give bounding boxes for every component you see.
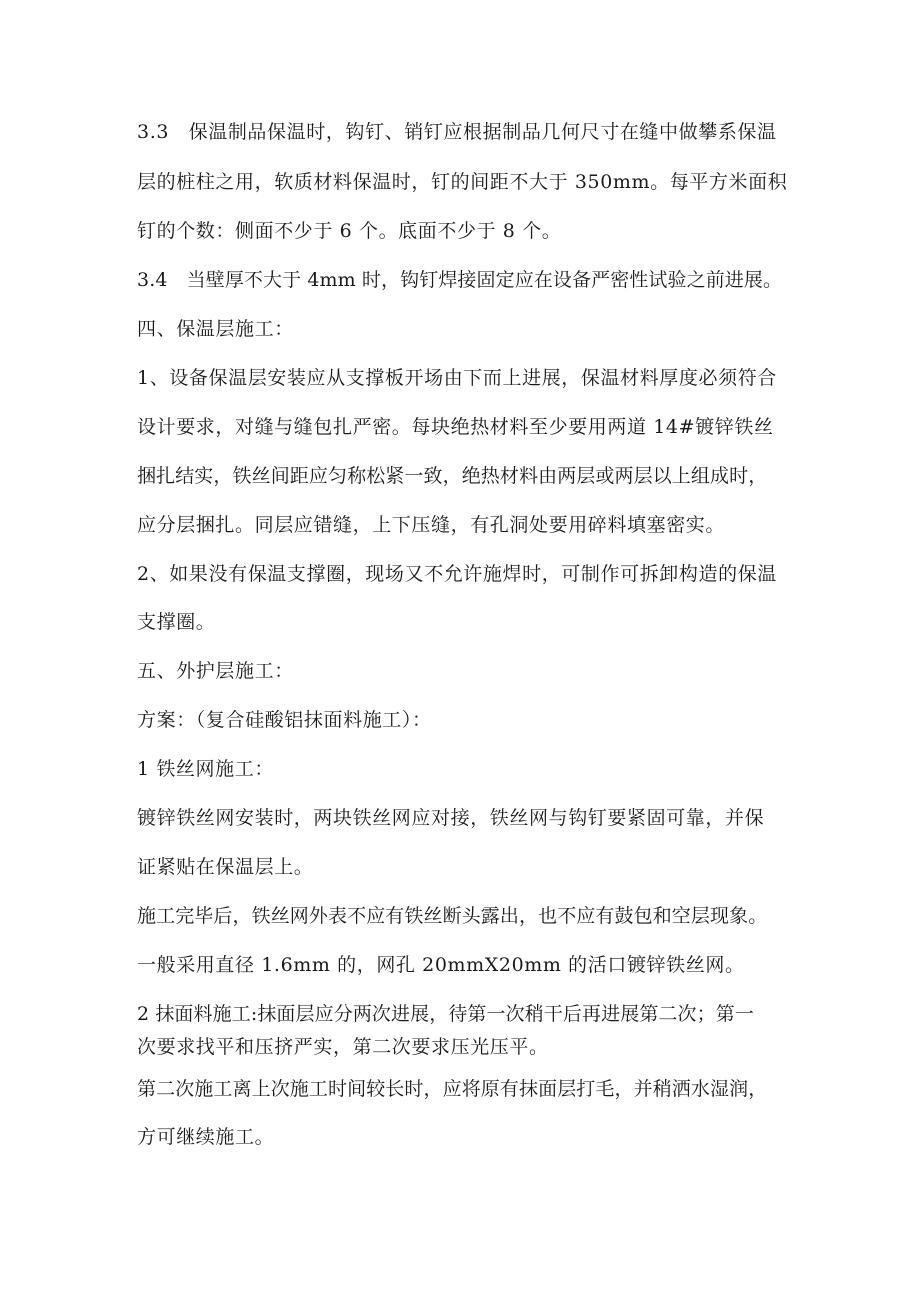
- text-line: 证紧贴在保温层上。: [137, 856, 314, 878]
- text-line: 2 抹面料施工:抹面层应分两次进展，待第一次稍干后再进展第二次；第一: [137, 1003, 754, 1025]
- text-line: 镀锌铁丝网安装时，两块铁丝网应对接，铁丝网与钩钉要紧固可靠，并保: [137, 807, 765, 829]
- text-line: 方可继续施工。: [137, 1126, 275, 1148]
- text-line: 支撑圈。: [137, 611, 216, 633]
- text-line: 2、如果没有保温支撑圈，现场又不允许施焊时，可制作可拆卸构造的保温: [137, 563, 777, 585]
- text-line: 1、设备保温层安装应从支撑板开场由下而上进展，保温材料厚度必须符合: [137, 367, 777, 389]
- section-heading: 四、保温层施工：: [137, 318, 294, 340]
- text-line: 一般采用直径 1.6mm 的，网孔 20mmX20mm 的活口镀锌铁丝网。: [137, 954, 745, 976]
- text-line: 次要求找平和压挤严实，第二次要求压光压平。: [137, 1036, 549, 1058]
- text-line: 层的桩柱之用，软质材料保温时，钉的间距不大于 350mm。每平方米面积: [137, 171, 788, 193]
- subsection-heading: 1 铁丝网施工：: [137, 758, 274, 780]
- text-line: 应分层捆扎。同层应错缝，上下压缝，有孔洞处要用碎料填塞密实。: [137, 514, 726, 536]
- text-line: 设计要求，对缝与缝包扎严密。每块绝热材料至少要用两道 14#镀锌铁丝: [137, 416, 774, 438]
- text-line: 钉的个数：侧面不少于 6 个。底面不少于 8 个。: [137, 220, 562, 242]
- section-heading: 五、外护层施工：: [137, 660, 294, 682]
- text-line: 3.4 当壁厚不大于 4mm 时，钩钉焊接固定应在设备严密性试验之前进展。: [137, 269, 783, 291]
- text-line: 3.3 保温制品保温时，钩钉、销钉应根据制品几何尺寸在缝中做攀系保温: [137, 121, 777, 143]
- text-line: 第二次施工离上次施工时间较长时，应将原有抹面层打毛，并稍洒水湿润，: [137, 1078, 768, 1100]
- text-line: 方案：（复合硅酸铝抹面料施工）：: [137, 709, 432, 731]
- text-line: 施工完毕后，铁丝网外表不应有铁丝断头露出，也不应有鼓包和空层现象。: [137, 905, 768, 927]
- text-line: 捆扎结实，铁丝间距应匀称松紧一致，绝热材料由两层或两层以上组成时，: [137, 465, 768, 487]
